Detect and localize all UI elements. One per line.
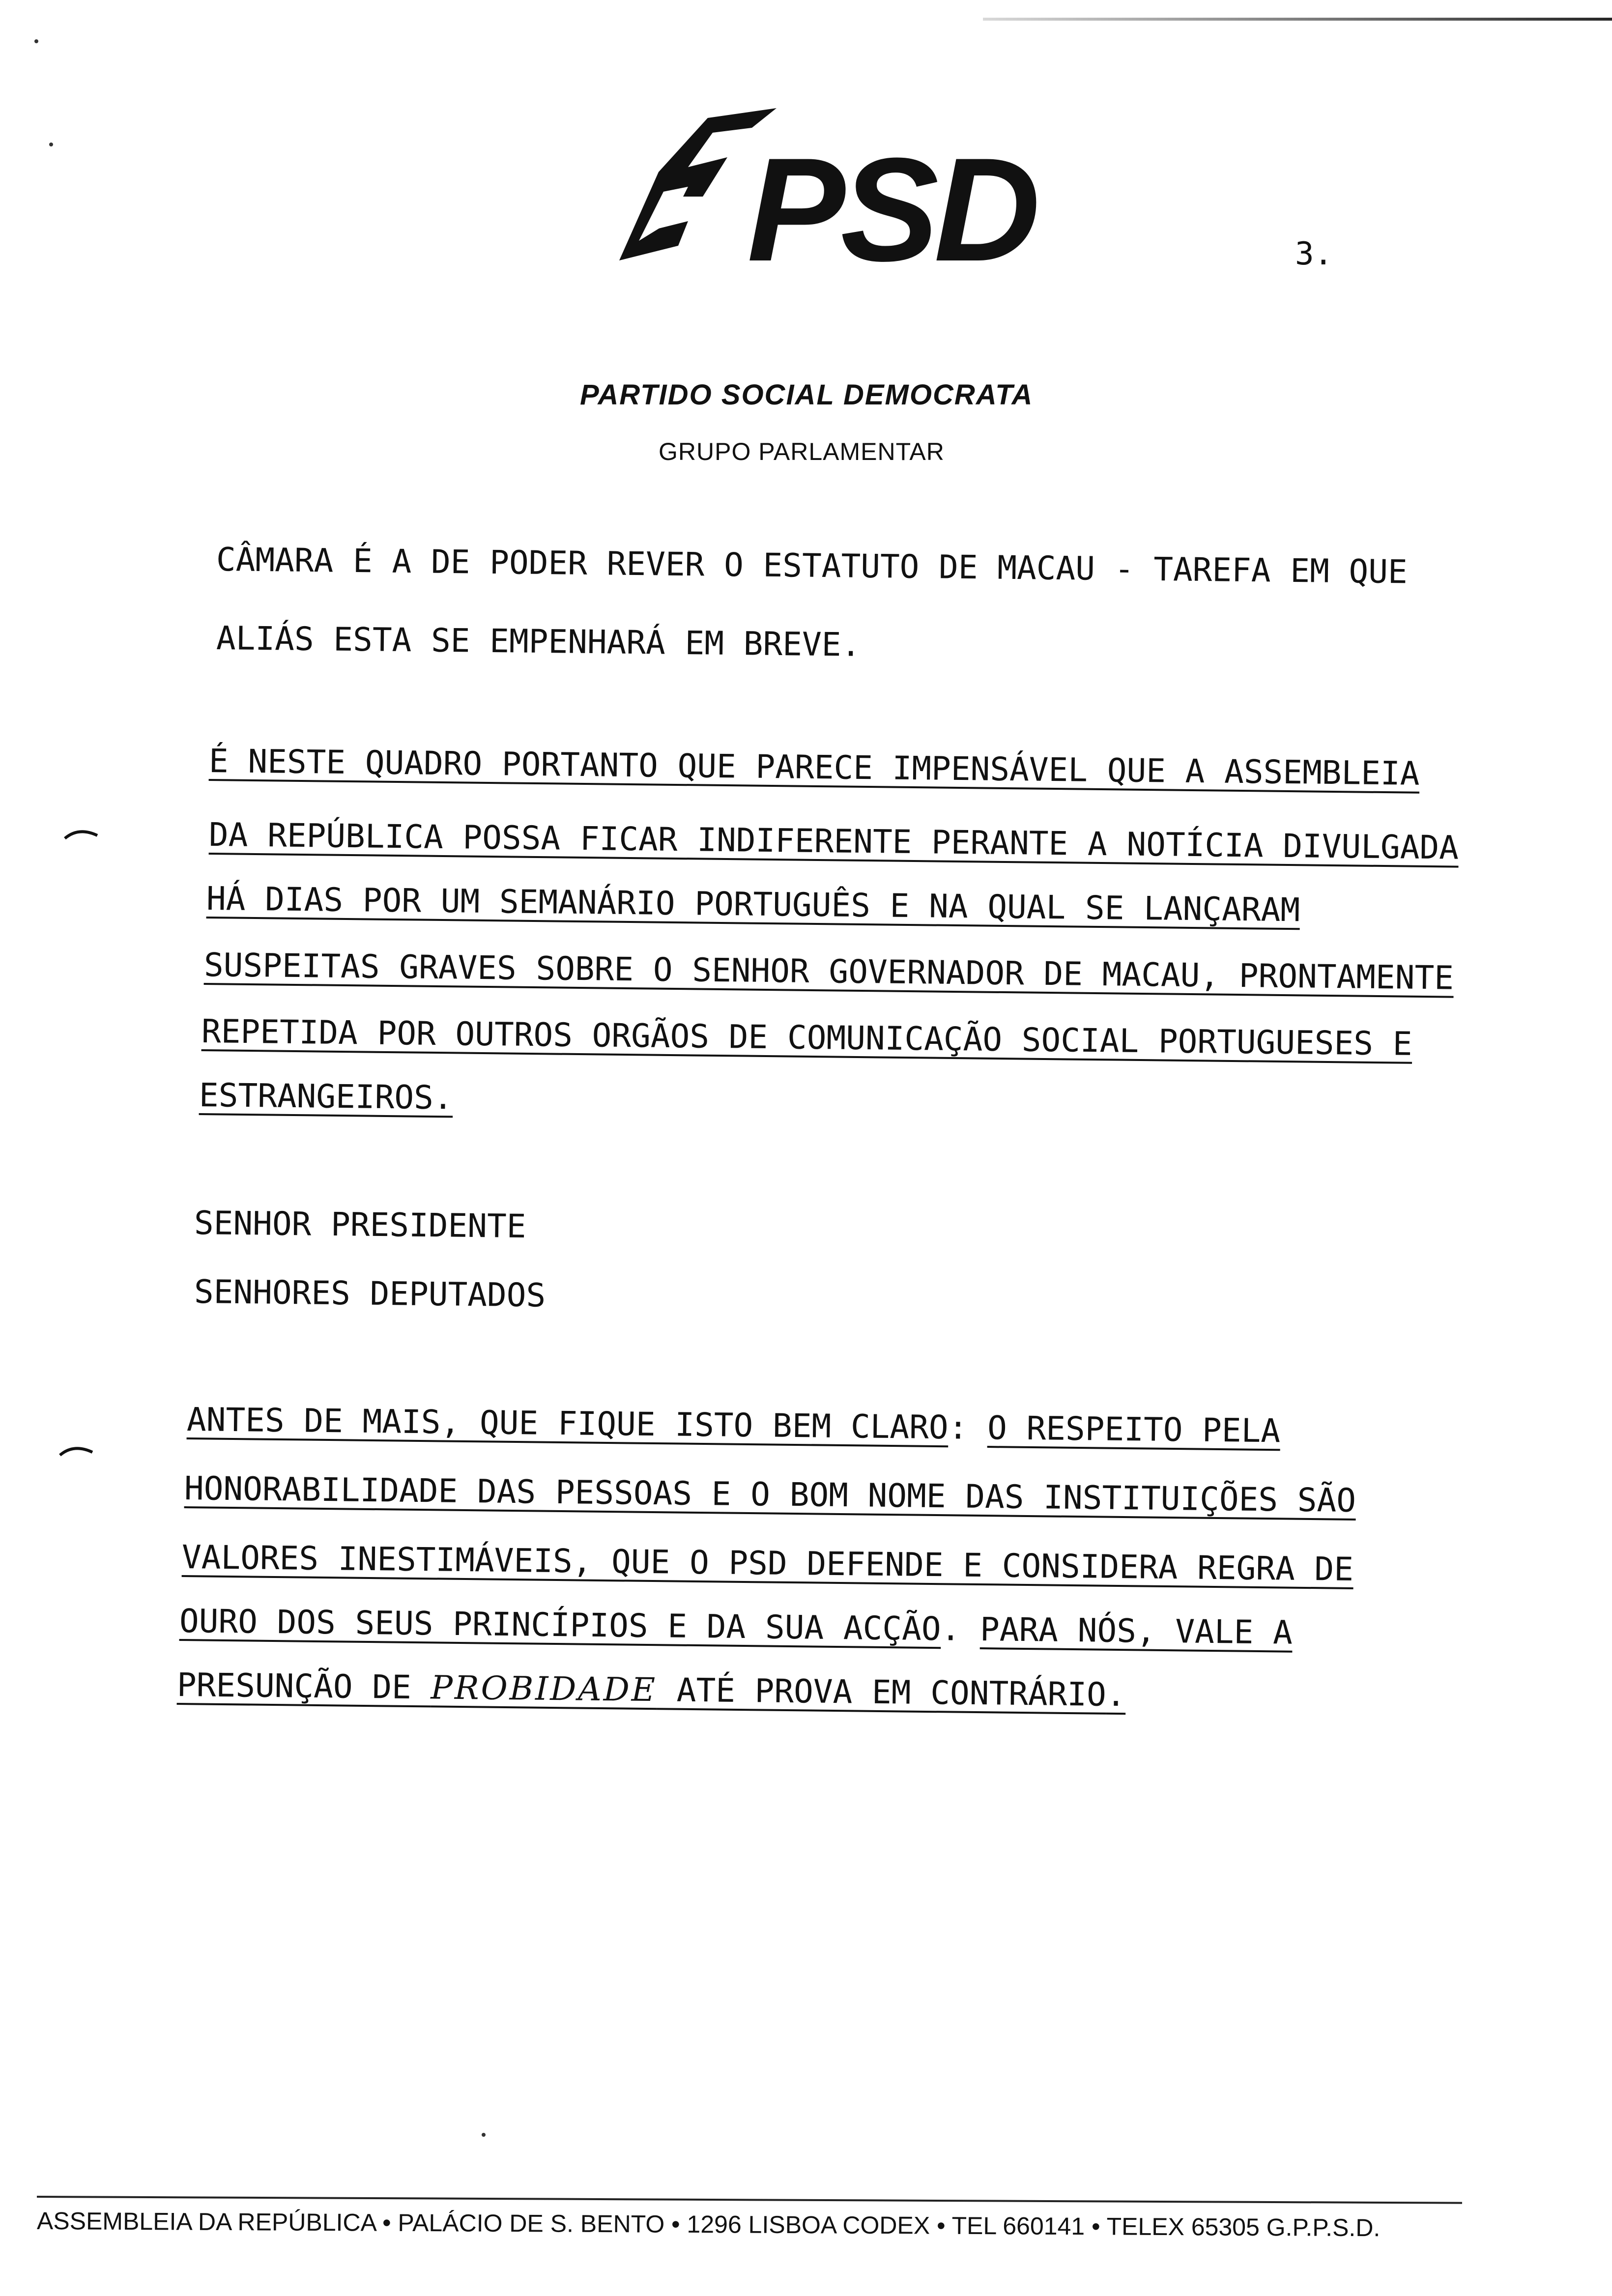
paragraph-3-line-1-part-b: : <box>948 1408 988 1447</box>
paragraph-3-line-4 <box>179 1602 1293 1652</box>
paragraph-3-line-4-part-b: . <box>941 1610 980 1649</box>
footer-address: ASSEMBLEIA DA REPÚBLICA • PALÁCIO DE S. BENTO • 1296 LISBOA CODEX • TEL 660141 • TELEX 65305 G.P.P.S.D. <box>36 2207 1381 2242</box>
paragraph-2-line-6: ESTRANGEIROS. <box>199 1076 453 1117</box>
party-name: PARTIDO SOCIAL DEMOCRATA <box>580 379 1034 411</box>
paragraph-3-line-5 <box>177 1666 1126 1714</box>
paragraph-3-line-1-part-c: O RESPEITO PELA <box>987 1409 1281 1450</box>
page-number: 3. <box>1295 236 1333 272</box>
margin-mark <box>59 1442 93 1457</box>
paragraph-3-line-3: VALORES INESTIMÁVEIS, QUE O PSD DEFENDE E CONSIDERA REGRA DE <box>181 1538 1354 1588</box>
paragraph-3-line-1 <box>187 1401 1281 1450</box>
paragraph-3-line-5-part-c: . <box>1106 1675 1126 1714</box>
paragraph-2-line-5: REPETIDA POR OUTROS ORGÃOS DE COMUNICAÇÃO SOCIAL PORTUGUESES E <box>201 1012 1412 1063</box>
paragraph-2-line-2: DA REPÚBLICA POSSA FICAR INDIFERENTE PERANTE A NOTÍCIA DIVULGADA <box>208 816 1459 867</box>
paragraph-2-line-4: SUSPEITAS GRAVES SOBRE O SENHOR GOVERNADOR DE MACAU, PRONTAMENTE <box>203 946 1454 997</box>
letterhead <box>565 98 1081 465</box>
paragraph-3-line-1-part-a: ANTES DE MAIS, QUE FIQUE ISTO BEM CLARO <box>186 1401 949 1447</box>
salutation-line-1: SENHOR PRESIDENTE <box>194 1204 526 1246</box>
footer-rule <box>37 2196 1462 2204</box>
paragraph-2-line-1: É NESTE QUADRO PORTANTO QUE PARECE IMPENSÁVEL QUE A ASSEMBLEIA <box>208 742 1420 793</box>
scan-speck <box>482 2133 486 2137</box>
paragraph-1-line-2: ALIÁS ESTA SE EMPENHARÁ EM BREVE. <box>216 619 861 664</box>
paragraph-3-line-5-part-b: ATÉ PROVA EM CONTRÁRIO <box>657 1671 1107 1714</box>
scan-edge-line <box>983 18 1612 21</box>
paragraph-3-line-5-part-a: PRESUNÇÃO DE <box>176 1666 431 1707</box>
margin-mark <box>64 826 98 840</box>
salutation-line-2: SENHORES DEPUTADOS <box>194 1273 546 1315</box>
paragraph-2-line-3: HÁ DIAS POR UM SEMANÁRIO PORTUGUÊS E NA QUAL SE LANÇARAM <box>206 880 1300 929</box>
paragraph-3-line-4-part-a: OURO DOS SEUS PRINCÍPIOS E DA SUA ACÇÃO <box>179 1602 942 1648</box>
paragraph-1-line-1: CÂMARA É A DE PODER REVER O ESTATUTO DE MACAU - TAREFA EM QUE <box>216 541 1408 591</box>
handwritten-correction: PROBIDADE <box>431 1668 658 1709</box>
paragraph-3-line-4-part-c: PARA NÓS, VALE A <box>979 1610 1293 1652</box>
paragraph-3-line-2: HONORABILIDADE DAS PESSOAS E O BOM NOME DAS INSTITUIÇÕES SÃO <box>184 1469 1356 1520</box>
logo-lettering: PSD <box>747 127 1036 292</box>
psd-logo <box>565 98 1081 295</box>
scan-speck <box>34 39 38 43</box>
parliamentary-group: GRUPO PARLAMENTAR <box>659 438 945 465</box>
scan-speck <box>49 143 53 146</box>
